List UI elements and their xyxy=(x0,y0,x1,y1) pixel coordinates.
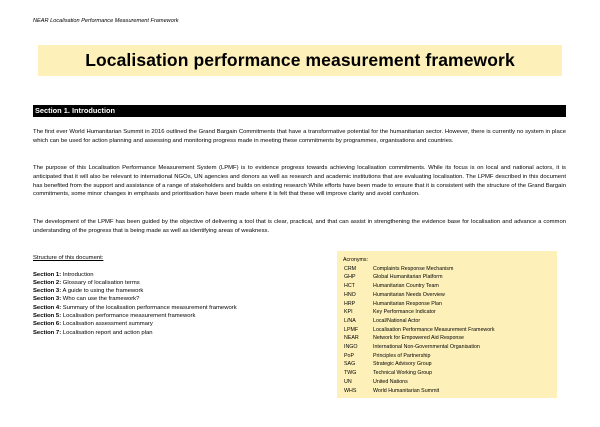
acronym-row xyxy=(343,343,557,352)
acronym-row xyxy=(343,387,557,396)
document-structure xyxy=(33,254,333,337)
acronym-row xyxy=(343,334,557,343)
acronym-full: Strategic Advisory Group xyxy=(373,361,432,368)
acronym-abbr: INGO xyxy=(344,344,358,351)
acronym-row xyxy=(343,378,557,387)
acronym-abbr: HRP xyxy=(344,300,356,307)
acronym-abbr: WHS xyxy=(344,387,357,394)
acronym-abbr: SAG xyxy=(344,361,356,368)
acronym-full: Complaints Response Mechanism xyxy=(373,265,454,272)
structure-item xyxy=(33,287,333,295)
structure-item xyxy=(33,329,333,337)
acronym-full: Key Performance Indicator xyxy=(373,309,436,316)
structure-item xyxy=(33,295,333,303)
acronym-full: Humanitarian Response Plan xyxy=(373,300,442,307)
structure-item xyxy=(33,312,333,320)
structure-item-text: Introduction xyxy=(61,271,94,278)
acronym-full: Humanitarian Needs Overview xyxy=(373,291,445,298)
structure-item-label: Section 3: xyxy=(33,296,62,303)
acronym-row xyxy=(343,308,557,317)
structure-item-text: A guide to using the framework xyxy=(61,288,144,295)
section-heading: Section 1. Introduction xyxy=(33,105,566,117)
acronym-abbr: UN xyxy=(344,378,352,385)
acronym-full: Localisation Performance Measurement Framework xyxy=(373,326,495,333)
structure-heading: Structure of this document: xyxy=(33,255,104,261)
acronym-abbr: CRM xyxy=(344,265,357,272)
page-title: Localisation performance measurement framework xyxy=(85,50,515,70)
structure-item-text: Localisation assessment summary xyxy=(61,321,153,328)
structure-item xyxy=(33,304,333,312)
structure-item-text: Glossary of localisation terms xyxy=(61,279,140,286)
acronym-abbr: LPMF xyxy=(344,326,359,333)
intro-paragraph-3: The development of the LPMF has been guided by the objective of delivering a tool that is clear, practical, and that can assist in strengthening the evidence base for localisation and advance a common understanding of the progress that is being made as well as identifying areas of weakness. xyxy=(33,219,566,234)
acronym-abbr: L/NA xyxy=(344,317,356,324)
acronym-full: World Humanitarian Summit xyxy=(373,387,440,394)
acronym-abbr: PoP xyxy=(344,352,355,359)
acronym-full: Network for Empowered Aid Response xyxy=(373,335,464,342)
structure-item-label: Section 5: xyxy=(33,313,62,320)
title-banner xyxy=(38,45,562,76)
structure-item-text: Localisation report and action plan xyxy=(61,329,153,336)
acronym-abbr: GHP xyxy=(344,274,356,281)
acronym-full: Global Humanitarian Platform xyxy=(373,274,443,281)
intro-paragraph-1: The first ever World Humanitarian Summit in 2016 outlined the Grand Bargain Commitments that have a transformative potential for the humanitarian sector. However, there is currently no system in place which can be used for action planning and assessing and monitoring progress made in meeting these commitments by programmes, organisations and countries. xyxy=(33,129,566,144)
structure-item-label: Section 4: xyxy=(33,304,62,311)
structure-item-text: Localisation performance measurement framework xyxy=(61,313,196,320)
acronym-full: United Nations xyxy=(373,378,408,385)
acronym-full: Technical Working Group xyxy=(373,370,433,377)
structure-item xyxy=(33,271,333,279)
acronym-row xyxy=(343,326,557,335)
structure-item-label: Section 7: xyxy=(33,329,62,336)
structure-item-text: Who can use the framework? xyxy=(61,296,140,303)
acronym-full: International Non-Governmental Organisation xyxy=(373,344,480,351)
acronym-row xyxy=(343,291,557,300)
structure-item xyxy=(33,320,333,328)
structure-item-label: Section 1: xyxy=(33,271,62,278)
acronym-full: Local/National Actor xyxy=(373,317,421,324)
acronym-row xyxy=(343,369,557,378)
structure-item-label: Section 3: xyxy=(33,288,62,295)
acronym-row xyxy=(343,360,557,369)
running-header: NEAR Localisation Performance Measurement Framework xyxy=(33,18,179,24)
structure-item xyxy=(33,279,333,287)
acronym-row xyxy=(343,265,557,274)
acronym-abbr: HCT xyxy=(344,283,355,290)
acronym-row xyxy=(343,317,557,326)
acronym-abbr: NEAR xyxy=(344,335,359,342)
structure-item-label: Section 2: xyxy=(33,279,62,286)
acronym-abbr: TWG xyxy=(344,370,357,377)
acronym-row xyxy=(343,282,557,291)
acronyms-heading: Acronyms: xyxy=(343,257,369,263)
acronym-row xyxy=(343,300,557,309)
structure-item-label: Section 6: xyxy=(33,321,62,328)
acronym-full: Principles of Partnership xyxy=(373,352,431,359)
acronym-row xyxy=(343,273,557,282)
structure-item-text: Summary of the localisation performance measurement framework xyxy=(61,304,237,311)
acronym-abbr: KPI xyxy=(344,309,353,316)
intro-paragraph-2: The purpose of this Localisation Performance Measurement System (LPMF) is to evidence progress towards achieving localisation commitments. While its focus is on local and national actors, it is anticipated that it will also be relevant to international NGOs, UN agencies and donors as well as research and academic institutions that are evaluating localisation. The LPMF described in this document has benefited from the support and assistance of a range of stakeholders and builds on existing research While efforts have been made to ensure that it is consistent with the structure of the Grand Bargain commitments, some minor changes in emphasis and prioritisation have been made where it is felt that these will improve clarity and avoid confusion. xyxy=(33,165,566,198)
acronym-full: Humanitarian Country Team xyxy=(373,283,439,290)
acronyms-box xyxy=(337,251,557,398)
acronym-row xyxy=(343,352,557,361)
acronym-abbr: HNO xyxy=(344,291,356,298)
